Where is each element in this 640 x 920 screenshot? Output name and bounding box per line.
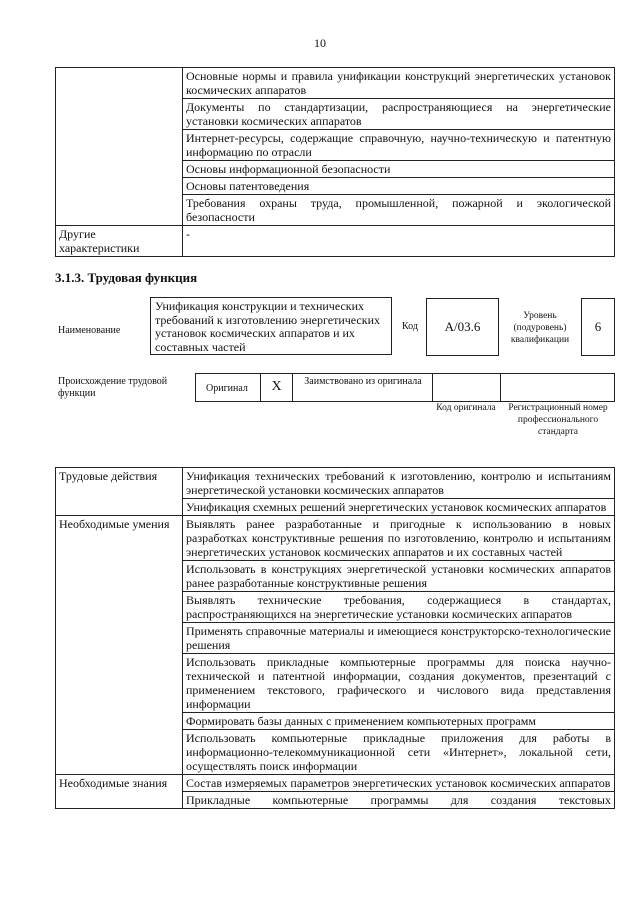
knowledge-item: Интернет-ресурсы, содержащие справочную, научно-техническую и патентную информацию по отрасли [183, 130, 615, 161]
knowledge-item: Документы по стандартизации, распространяющиеся на энергетические установки космических аппаратов [183, 99, 615, 130]
knowledge-item: Прикладные компьютерные программы для создания текстовых [183, 792, 615, 809]
original-label: Оригинал [206, 383, 248, 394]
knowledge-item: Основы патентоведения [183, 178, 615, 195]
knowledge-table-continued [55, 67, 615, 257]
skill-item: Использовать в конструкциях энергетической установки космических аппаратов ранее разработанные конструктивные решения [183, 561, 615, 592]
skills-label: Необходимые умения [56, 516, 183, 775]
skill-item: Использовать прикладные компьютерные программы для поиска научно-технической и патентной информации, создания документов, презентаций с применением текстового, графического и числового вида представления информации [183, 654, 615, 713]
reg-number-label: Регистрационный номер профессионального стандарта [508, 403, 608, 437]
labor-action-item: Унификация технических требований к изготовлению, контролю и испытаниям энергетической установки космических аппаратов [183, 468, 615, 499]
function-name-box: Унификация конструкции и технических требований к изготовлению энергетических установок космических аппаратов и их составных частей [150, 297, 392, 355]
original-mark: X [260, 373, 293, 402]
labor-action-item: Унификация схемных решений энергетических установок космических аппаратов [183, 499, 615, 516]
skill-item: Выявлять технические требования, содержащиеся в стандартах, распространяющихся на энергетические установки космических аппаратов [183, 592, 615, 623]
code-label: Код [402, 321, 418, 332]
knowledge-item: Основные нормы и правила унификации конструкций энергетических установок космических аппаратов [183, 68, 615, 99]
other-characteristics-label: Другие характеристики [56, 226, 183, 257]
origin-label: Происхождение трудовой функции [58, 376, 168, 399]
level-value-box: 6 [581, 298, 615, 356]
code-original-cell [432, 373, 501, 402]
empty-label-cell [56, 68, 183, 226]
name-label: Наименование [58, 325, 121, 336]
other-characteristics-value: - [183, 226, 615, 257]
skill-item: Использовать компьютерные прикладные приложения для работы в информационно-телекоммуникационной сети «Интернет», локальной сети, осуществлять поиск информации [183, 730, 615, 775]
code-value-box: А/03.6 [426, 298, 499, 356]
level-label: Уровень (подуровень) квалификации [510, 311, 570, 345]
labor-actions-label: Трудовые действия [56, 468, 183, 516]
knowledge-item: Состав измеряемых параметров энергетических установок космических аппаратов [183, 775, 615, 792]
page-number: 10 [314, 36, 326, 50]
code-original-label: Код оригинала [436, 403, 496, 413]
borrowed-label: Заимствовано из оригинала [304, 376, 422, 387]
knowledge-item: Основы информационной безопасности [183, 161, 615, 178]
skill-item: Формировать базы данных с применением компьютерных программ [183, 713, 615, 730]
skill-item: Применять справочные материалы и имеющиеся конструкторско-технологические решения [183, 623, 615, 654]
reg-number-cell [501, 373, 615, 402]
skill-item: Выявлять ранее разработанные и пригодные к использованию в новых разработках конструктивные решения по изготовлению, контролю и испытаниям энергетических установок космических аппаратов и их составных частей [183, 516, 615, 561]
section-title: 3.1.3. Трудовая функция [55, 270, 198, 285]
labor-function-table [55, 467, 615, 809]
knowledge-item: Требования охраны труда, промышленной, пожарной и экологической безопасности [183, 195, 615, 226]
origin-row [195, 373, 615, 402]
knowledge-label: Необходимые знания [56, 775, 183, 809]
